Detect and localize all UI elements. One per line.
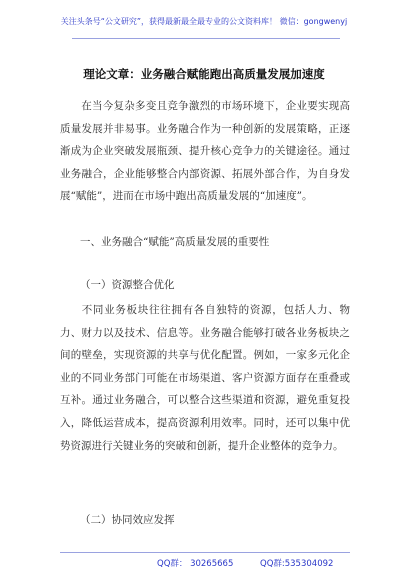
footer-divider [60,552,350,553]
section-heading: 一、业务融合“赋能”高质量发展的重要性 [80,236,270,248]
paragraph-resources [60,299,350,457]
paragraph-resources-text: 不同业务板块往往拥有各自独特的资源，包括人力、物力、财力以及技术、信息等。业务融合能够打破各业务板块之间的壁垒，实现资源的共享与优化配置。例如，一家多元化企业的不同业务部门可能在市场渠道、客户资源方面存在重叠或互补。通过业务融合，可以整合这些渠道和资源，避免重复投入，降低运营成本，提高资源利用效率。同时，还可以集中优势资源进行关键业务的突破和创新，提升企业整体的竞争力。 [60,304,350,452]
document-title: 理论文章：业务融合赋能跑出高质量发展加速度 [83,67,325,81]
footer-qq-group-left: QQ群： 30265665 [157,559,234,569]
subsection-heading-1: （一）资源整合优化 [80,279,175,291]
subsection-heading-2: （二）协同效应发挥 [80,514,175,526]
footer-qq-group-right: QQ群:535304092 [260,559,334,569]
header-divider [72,38,340,39]
paragraph-intro-text: 在当今复杂多变且竞争激烈的市场环境下，企业要实现高质量发展并非易事。业务融合作为一种创新的发展策略，正逐渐成为企业突破发展瓶颈、提升核心竞争力的关键途径。通过业务融合，企业能够整合内部资源、拓展外部合作，为自身发展“赋能”，进而在市场中跑出高质量发展的“加速度”。 [60,100,350,203]
paragraph-intro [60,95,350,208]
header-banner: 关注头条号“公文研究”，获得最新最全最专业的公文资料库！ 微信：gongwenyj [60,17,348,26]
